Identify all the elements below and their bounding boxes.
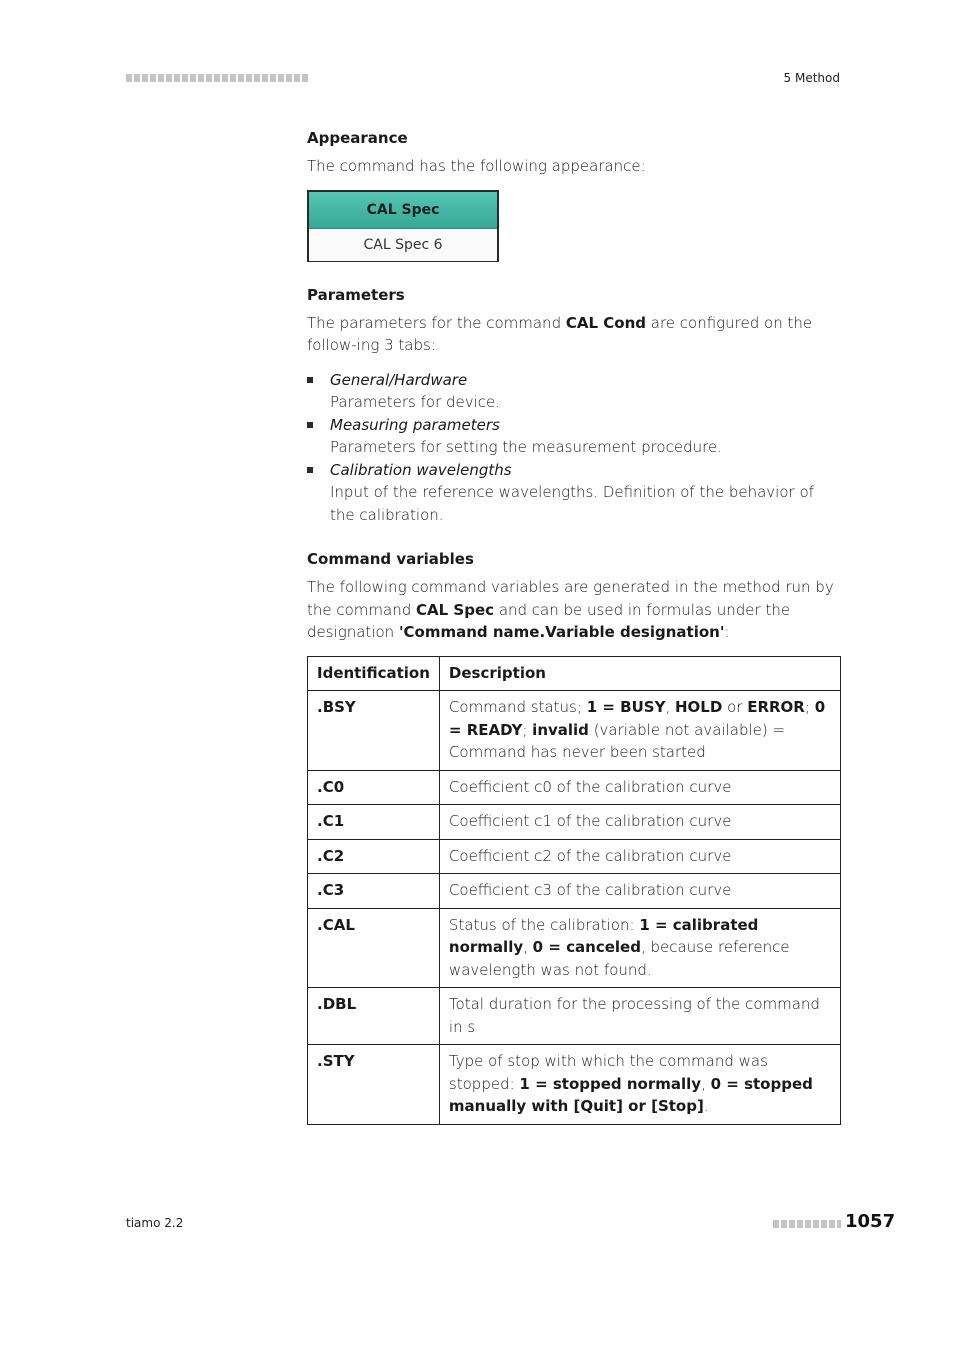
variable-identification: .C0 — [308, 770, 440, 805]
variable-description — [439, 988, 840, 1045]
table-row — [308, 770, 841, 805]
description-segment: 0 = canceled — [532, 938, 641, 956]
variable-description — [439, 908, 840, 988]
parameters-heading: Parameters — [307, 285, 405, 304]
table-row — [308, 1045, 841, 1125]
variable-description — [439, 874, 840, 909]
appearance-intro: The command has the following appearance: — [307, 157, 646, 175]
description-segment: Status of the calibration: — [448, 915, 640, 934]
description-segment: , because reference wavelength was not found. — [448, 938, 790, 979]
cv-intro-command: CAL Spec — [416, 600, 495, 619]
description-segment: ; — [522, 720, 533, 739]
description-segment: or — [722, 698, 748, 716]
tab-description: Input of the reference wavelengths. Definition of the behavior of the calibration. — [330, 483, 814, 524]
variable-description — [439, 839, 840, 874]
description-segment: invalid — [532, 720, 589, 739]
description-segment: 1 = calibrated normally — [448, 915, 759, 956]
variable-identification: .C3 — [308, 874, 440, 909]
parameters-intro-command: CAL Cond — [565, 313, 646, 332]
variable-identification: .C2 — [308, 839, 440, 874]
tab-title: Measuring parameters — [330, 415, 500, 434]
description-segment: Coefficient c0 of the calibration curve — [448, 777, 732, 796]
description-segment: . — [703, 1097, 709, 1115]
command-variables-section — [307, 548, 841, 1125]
parameters-section — [307, 284, 841, 527]
parameters-intro-post: are configured on the follow-ing 3 tabs: — [307, 313, 813, 354]
cv-intro-mid: and can be used in formulas under the designation — [307, 600, 791, 641]
variable-identification: .STY — [308, 1045, 440, 1125]
tab-title: General/Hardware — [330, 370, 468, 389]
command-variables-table — [307, 656, 841, 1125]
cv-intro-pre: The following command variables are generated in the method run by the command — [307, 578, 834, 619]
description-segment: Coefficient c1 of the calibration curve — [448, 812, 732, 830]
list-item — [307, 459, 841, 527]
column-header-description: Description — [439, 656, 840, 691]
command-title: CAL Spec — [309, 192, 497, 229]
description-segment: Total duration for the processing of the command in s — [448, 995, 820, 1036]
list-item — [307, 369, 841, 414]
table-row — [308, 874, 841, 909]
variable-identification: .BSY — [308, 691, 440, 771]
tab-description: Parameters for device. — [330, 393, 501, 411]
variable-description — [439, 770, 840, 805]
table-row — [308, 908, 841, 988]
command-variables-intro — [307, 576, 841, 644]
table-row — [308, 839, 841, 874]
description-segment: 0 = stopped manually with [Quit] or [Stop] — [448, 1074, 813, 1115]
command-label: CAL Spec 6 — [309, 229, 497, 261]
command-appearance-box — [307, 190, 499, 262]
parameters-intro — [307, 312, 841, 357]
variable-identification: .C1 — [308, 805, 440, 840]
square-bullet-icon — [307, 467, 313, 473]
description-segment: Command status; — [448, 698, 587, 716]
description-segment: ; — [804, 698, 815, 716]
running-header-chapter: 5 Method — [783, 71, 840, 85]
description-segment: ERROR — [747, 698, 805, 716]
description-segment: 0 = READY — [448, 698, 826, 739]
cv-intro-post: : — [724, 623, 730, 641]
description-segment: Coefficient c3 of the calibration curve — [448, 881, 732, 899]
description-segment: HOLD — [674, 698, 723, 716]
description-segment: , — [701, 1074, 711, 1093]
description-segment: 1 = stopped normally — [519, 1074, 702, 1093]
square-bullet-icon — [307, 422, 313, 428]
description-segment: 1 = BUSY — [586, 698, 666, 716]
description-segment: (variable not available) = Command has never been started — [448, 720, 786, 761]
page-content — [307, 127, 841, 1125]
appearance-heading: Appearance — [307, 129, 408, 147]
cv-intro-designation: 'Command name.Variable designation' — [398, 623, 725, 641]
variable-identification: .CAL — [308, 908, 440, 988]
parameters-intro-pre: The parameters for the command — [307, 313, 566, 332]
list-item — [307, 414, 841, 459]
command-variables-heading: Command variables — [307, 550, 474, 568]
tab-title: Calibration wavelengths — [330, 460, 512, 479]
table-header-row — [308, 656, 841, 691]
page-number: 1057 — [845, 1211, 896, 1232]
table-row — [308, 988, 841, 1045]
square-bullet-icon — [307, 377, 313, 383]
header-decoration-dots — [126, 74, 308, 82]
variable-description — [439, 691, 840, 771]
variable-description — [439, 1045, 840, 1125]
table-row — [308, 691, 841, 771]
table-row — [308, 805, 841, 840]
footer-decoration-dots — [773, 1220, 841, 1228]
column-header-identification: Identification — [308, 656, 440, 691]
variable-identification: .DBL — [308, 988, 440, 1045]
tab-description: Parameters for setting the measurement procedure. — [330, 438, 722, 456]
variable-description — [439, 805, 840, 840]
description-segment: , — [665, 698, 675, 716]
description-segment: , — [523, 938, 533, 956]
description-segment: Type of stop with which the command was stopped: — [448, 1052, 768, 1093]
tabs-list — [307, 369, 841, 527]
description-segment: Coefficient c2 of the calibration curve — [448, 846, 732, 865]
table-body — [308, 691, 841, 1125]
footer-product: tiamo 2.2 — [126, 1216, 184, 1230]
